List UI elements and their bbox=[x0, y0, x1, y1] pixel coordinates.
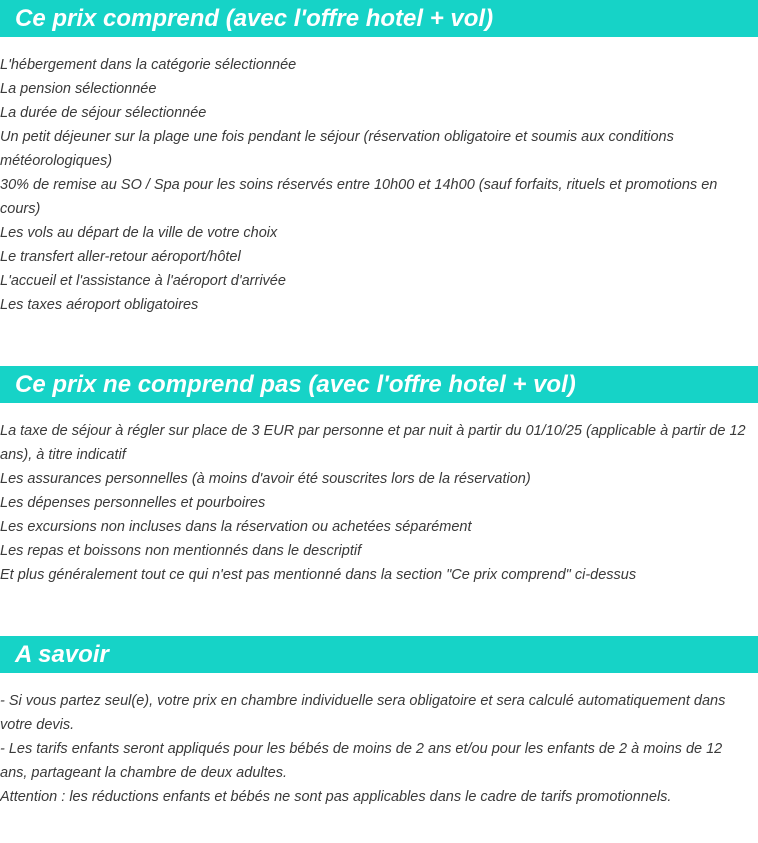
price-excludes-list bbox=[0, 419, 758, 587]
price-includes-title: Ce prix comprend (avec l'offre hotel + vol) bbox=[0, 0, 758, 37]
good-to-know-title: A savoir bbox=[0, 636, 758, 673]
price-excludes-item: Et plus généralement tout ce qui n'est pas mentionné dans la section "Ce prix comprend" ci-dessus bbox=[0, 567, 637, 583]
price-includes-item: L'accueil et l'assistance à l'aéroport d'arrivée bbox=[0, 273, 286, 289]
good-to-know-item: Attention : les réductions enfants et bébés ne sont pas applicables dans le cadre de tarifs promotionnels. bbox=[0, 789, 672, 805]
price-excludes-item: La taxe de séjour à régler sur place de 3 EUR par personne et par nuit à partir du 01/10/25 (applicable à partir de 12 ans), à titre indicatif bbox=[0, 423, 746, 463]
good-to-know-item: - Si vous partez seul(e), votre prix en chambre individuelle sera obligatoire et sera calculé automatiquement dans votre devis. bbox=[0, 693, 726, 733]
price-includes-item: La durée de séjour sélectionnée bbox=[0, 105, 207, 121]
price-includes-item: Les taxes aéroport obligatoires bbox=[0, 297, 199, 313]
price-includes-item: Le transfert aller-retour aéroport/hôtel bbox=[0, 249, 241, 265]
good-to-know-list bbox=[0, 689, 758, 809]
price-excludes-item: Les repas et boissons non mentionnés dans le descriptif bbox=[0, 543, 362, 559]
price-includes-section bbox=[0, 0, 758, 317]
price-excludes-item: Les dépenses personnelles et pourboires bbox=[0, 495, 266, 511]
good-to-know-item: - Les tarifs enfants seront appliqués pour les bébés de moins de 2 ans et/ou pour les enfants de 2 à moins de 12 ans, partageant la chambre de deux adultes. bbox=[0, 741, 723, 781]
price-includes-item: L'hébergement dans la catégorie sélectionnée bbox=[0, 57, 297, 73]
price-includes-item: La pension sélectionnée bbox=[0, 81, 157, 97]
good-to-know-section bbox=[0, 636, 758, 809]
price-includes-item: Les vols au départ de la ville de votre choix bbox=[0, 225, 278, 241]
price-excludes-section bbox=[0, 366, 758, 587]
price-excludes-item: Les excursions non incluses dans la réservation ou achetées séparément bbox=[0, 519, 472, 535]
price-includes-item: 30% de remise au SO / Spa pour les soins réservés entre 10h00 et 14h00 (sauf forfaits, rituels et promotions en cours) bbox=[0, 177, 718, 217]
price-excludes-title: Ce prix ne comprend pas (avec l'offre hotel + vol) bbox=[0, 366, 758, 403]
price-includes-list bbox=[0, 53, 758, 317]
price-includes-item: Un petit déjeuner sur la plage une fois pendant le séjour (réservation obligatoire et soumis aux conditions météorologiques) bbox=[0, 129, 674, 169]
price-excludes-item: Les assurances personnelles (à moins d'avoir été souscrites lors de la réservation) bbox=[0, 471, 531, 487]
